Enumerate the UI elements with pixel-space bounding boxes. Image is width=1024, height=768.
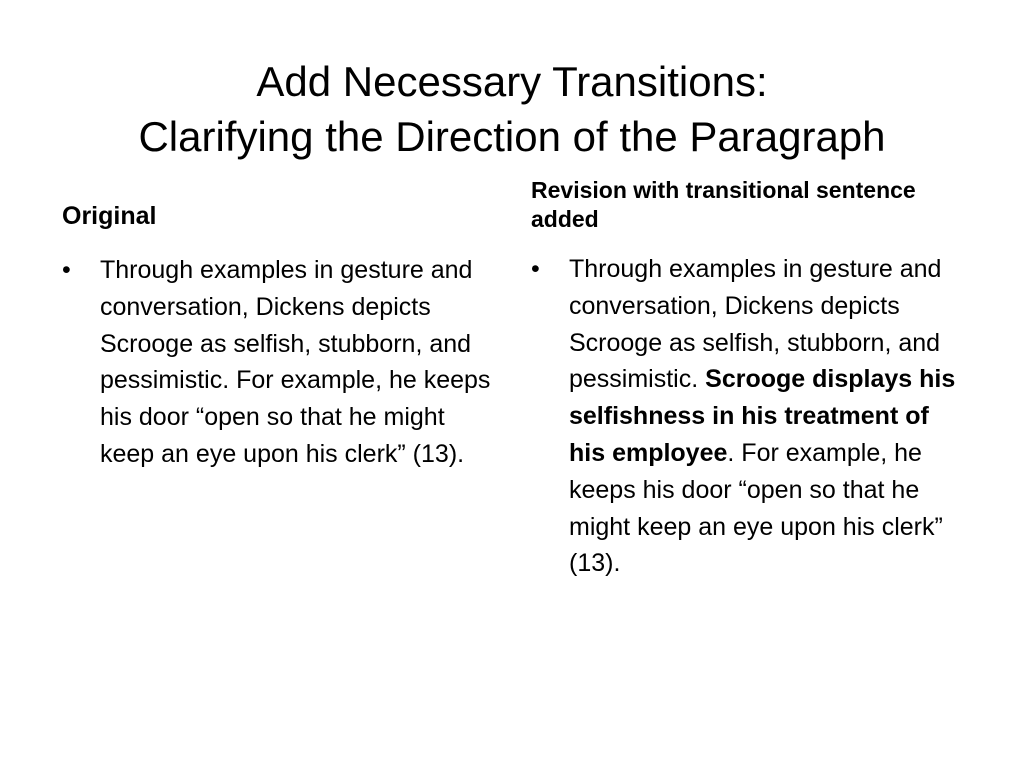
transitional-sentence: Scrooge displays his selfishness in his treatment of his employee: [569, 365, 956, 467]
original-heading: Original: [62, 202, 157, 230]
revision-bullet-list: [531, 251, 971, 582]
original-bullet: [62, 252, 500, 473]
revision-text-before: Through examples in gesture and conversation, Dickens depicts Scrooge as selfish, stubborn, and pessimistic.: [569, 255, 942, 394]
revision-column: [531, 176, 971, 582]
title-line-2: Clarifying the Direction of the Paragraph: [138, 113, 886, 161]
original-column: [62, 200, 502, 473]
revision-bullet: [531, 251, 969, 582]
original-bullet-text: Through examples in gesture and conversation, Dickens depicts Scrooge as selfish, stubborn, and pessimistic. For example, he keeps his door “open so that he might keep an eye upon his clerk” (13).: [100, 256, 491, 468]
bullet-icon: •: [531, 255, 540, 283]
title-line-1: Add Necessary Transitions:: [256, 58, 768, 106]
original-bullet-list: [62, 252, 502, 473]
revision-text-after: . For example, he keeps his door “open so that he might keep an eye upon his clerk” (13).: [569, 438, 943, 578]
revision-heading: Revision with transitional sentence added: [531, 177, 916, 232]
slide-title: [40, 54, 984, 164]
bullet-icon: •: [62, 256, 71, 284]
